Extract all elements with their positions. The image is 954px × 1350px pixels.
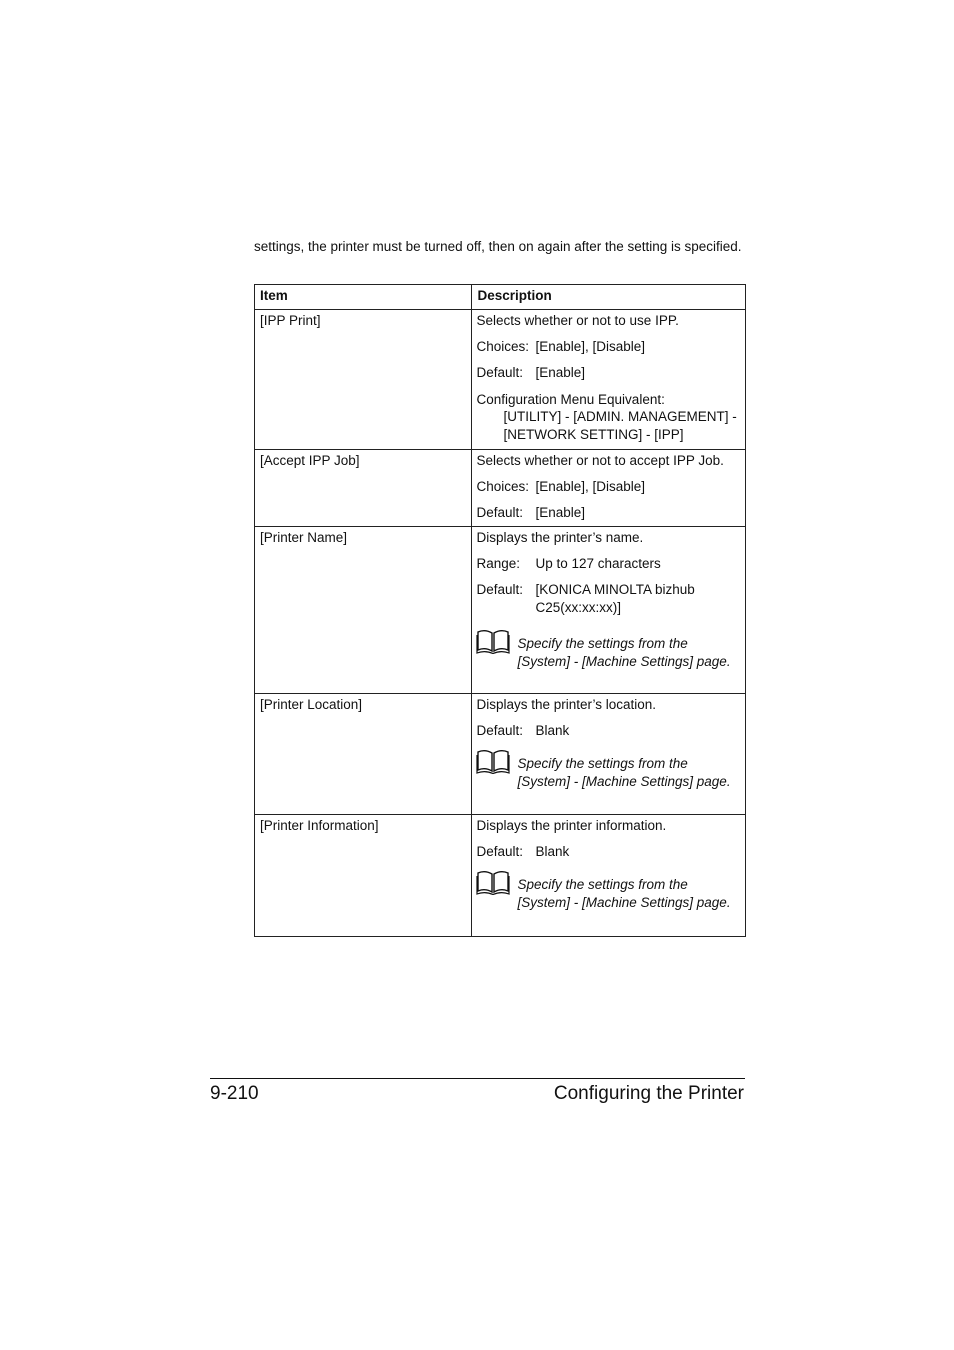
default-label: Default: [476,505,523,520]
item-ipp-print: [IPP Print] [255,310,472,450]
header-description: Description [472,285,746,310]
table-row [255,450,746,527]
default-label: Default: [476,843,523,859]
summary: Displays the printer information. [476,818,667,833]
range-label: Range: [476,555,521,571]
default [476,364,743,382]
note [476,628,743,670]
table-row [255,815,746,937]
choices-label: Choices: [476,338,529,354]
note-text: Specify the settings from the [System] - [Machine Settings] page. [517,877,731,910]
description-cell [472,815,746,937]
item-accept-ipp-job: [Accept IPP Job] [255,450,472,527]
table-header-row [255,285,746,310]
summary: Selects whether or not to use IPP. [476,313,679,328]
footer-title: Configuring the Printer [553,1083,744,1104]
table-row [255,694,746,815]
default [476,843,743,861]
footer-divider [210,1078,745,1079]
summary: Displays the printer’s name. [476,530,644,545]
default [476,504,743,522]
book-icon [476,748,517,790]
description-cell [472,527,746,694]
default-value: Blank [535,843,570,859]
table-row [255,310,746,450]
choices [476,338,743,356]
item-printer-name: [Printer Name] [255,527,472,694]
default [476,722,743,740]
description-cell [472,450,746,527]
item-printer-information: [Printer Information] [255,815,472,937]
default-value: [KONICA MINOLTA bizhub C25(xx:xx:xx)] [535,582,695,615]
choices [476,478,743,496]
page-number: 9-210 [210,1083,259,1104]
range-value: Up to 127 characters [535,555,661,571]
note-text: Specify the settings from the [System] - [Machine Settings] page. [517,636,731,669]
range [476,555,743,573]
description-cell [472,694,746,815]
book-icon [476,869,517,911]
default-label: Default: [476,582,523,597]
default-label: Default: [476,722,523,738]
settings-table [254,284,746,937]
summary: Selects whether or not to accept IPP Job. [476,453,724,468]
header-item: Item [255,285,472,310]
note [476,748,743,790]
description-cell [472,310,746,450]
default-value: [Enable] [535,365,586,380]
choices-value: [Enable], [Disable] [535,338,646,354]
default [476,581,743,616]
choices-label: Choices: [476,478,529,494]
note-text: Specify the settings from the [System] - [Machine Settings] page. [517,756,731,789]
book-icon [476,628,517,670]
default-label: Default: [476,365,523,380]
default-value: [Enable] [535,505,586,520]
choices-value: [Enable], [Disable] [535,478,646,494]
table-row [255,527,746,694]
default-value: Blank [535,722,570,738]
intro-paragraph: settings, the printer must be turned off, then on again after the setting is specified. [254,239,742,254]
config-value: [UTILITY] - [ADMIN. MANAGEMENT] - [NETWORK SETTING] - [IPP] [503,409,737,442]
summary: Displays the printer’s location. [476,697,657,712]
note [476,869,743,911]
item-printer-location: [Printer Location] [255,694,472,815]
config-label: Configuration Menu Equivalent: [476,391,665,407]
